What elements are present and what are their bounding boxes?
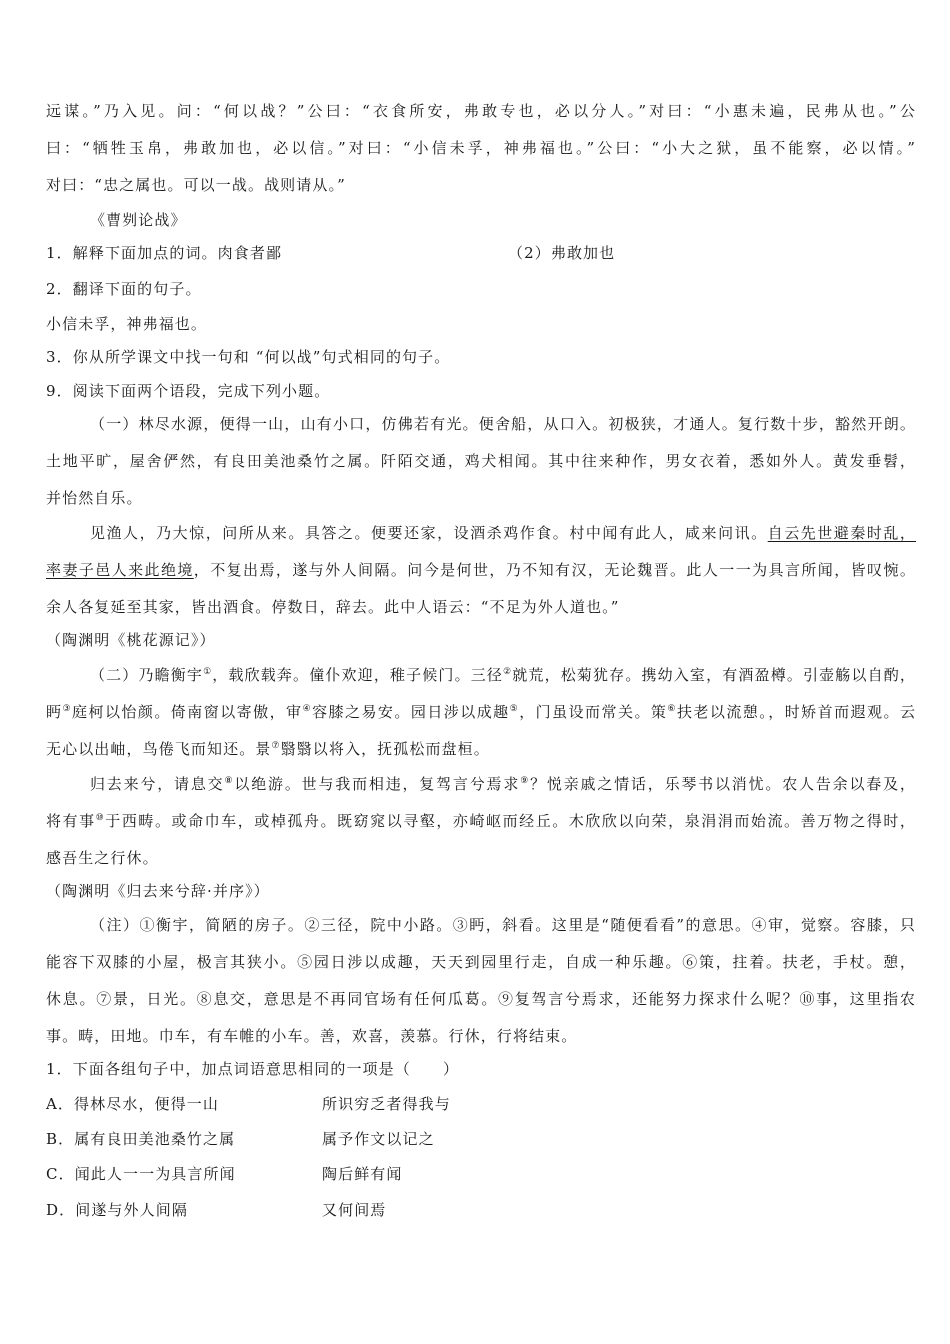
question-2-sentence: 小信未孚，神弗福也。 <box>46 315 208 333</box>
option-b[interactable] <box>46 1129 916 1149</box>
passage-source: （陶渊明《桃花源记》） <box>46 631 216 649</box>
question-9-title: 9．阅读下面两个语段，完成下列小题。 <box>46 382 331 400</box>
passage-line: 见渔人，乃大惊，问所从来。具答之。便要还家，设酒杀鸡作食。村中闻有此人，咸来问讯。自云先世避秦时乱， <box>90 524 916 542</box>
option-right: 又何间焉 <box>322 1201 387 1219</box>
passage-line: 眄③庭柯以怡颜。倚南窗以寄傲，审④容膝之易安。园日涉以成趣⑤，门虽设而常关。策⑥扶老以流憩。，时矫首而遐观。云 <box>46 703 917 721</box>
passage-line: （一）林尽水源，便得一山，山有小口，仿佛若有光。便舍船，从口入。初极狭，才通人。复行数十步，豁然开朗。 <box>90 415 916 433</box>
passage-line: 远谋。”乃入见。问：“何以战？”公曰：“衣食所安，弗敢专也，必以分人。”对曰：“小惠未遍，民弗从也。”公 <box>46 102 916 120</box>
passage-line: 余人各复延至其家，皆出酒食。停数日，辞去。此中人语云：“不足为外人道也。” <box>46 598 620 616</box>
footnote-marker: ⑩ <box>95 813 106 823</box>
option-left: 得林尽水，便得一山 <box>74 1095 219 1113</box>
option-left: 属有良田美池桑竹之属 <box>74 1130 236 1148</box>
question-2: 2．翻译下面的句子。 <box>46 280 202 298</box>
passage-line: 无心以出岫，鸟倦飞而知还。景⑦翳翳以将入，抚孤松而盘桓。 <box>46 740 490 758</box>
footnote-marker: ⑤ <box>509 704 520 714</box>
passage-line: （二）乃瞻衡宇①，载欣载奔。僮仆欢迎，稚子候门。三径②就荒，松菊犹存。携幼入室，有酒盈樽。引壶觞以自酌， <box>90 666 917 684</box>
passage-line: 感吾生之行休。 <box>46 849 159 867</box>
passage-source: 《曹刿论战》 <box>90 211 187 229</box>
notes-line: （注）①衡宇，简陋的房子。②三径，院中小路。③眄，斜看。这里是“随便看看”的意思。④审，觉察。容膝，只 <box>90 916 916 934</box>
passage-source: （陶渊明《归去来兮辞·并序》） <box>46 882 270 900</box>
passage-line: 曰：“牺牲玉帛，弗敢加也，必以信。”对曰：“小信未孚，神弗福也。”公曰：“小大之狱，虽不能察，必以情。” <box>46 139 916 157</box>
footnote-marker: ⑥ <box>667 704 677 714</box>
footnote-marker: ③ <box>62 704 73 714</box>
passage-line: 归去来兮，请息交⑧以绝游。世与我而相违，复驾言兮焉求⑨？悦亲戚之情话，乐琴书以消忧。农人告余以春及， <box>90 775 917 793</box>
option-label: B． <box>46 1130 75 1148</box>
option-right: 陶后鲜有闻 <box>322 1165 403 1183</box>
underlined-sentence: 率妻子邑人来此绝境 <box>46 561 194 579</box>
option-label: C． <box>46 1165 75 1183</box>
option-right: 属予作文以记之 <box>322 1130 435 1148</box>
sub-question-stem: 1．下面各组句子中，加点词语意思相同的一项是（ ） <box>46 1060 460 1078</box>
option-left: 间遂与外人间隔 <box>75 1201 188 1219</box>
question-3: 3．你从所学课文中找一句和 “何以战”句式相同的句子。 <box>46 348 451 366</box>
passage-line: 土地平旷，屋舍俨然，有良田美池桑竹之属。阡陌交通，鸡犬相闻。其中往来种作，男女衣着，悉如外人。黄发垂髫， <box>46 452 916 470</box>
passage-line: 并怡然自乐。 <box>46 489 143 507</box>
notes-line: 休息。⑦景，日光。⑧息交，意思是不再同官场有任何瓜葛。⑨复驾言兮焉求，还能努力探求什么呢？⑩事，这里指农 <box>46 990 916 1008</box>
notes-line: 能容下双膝的小屋，极言其狭小。⑤园日涉以成趣，天天到园里行走，自成一种乐趣。⑥策，拄着。扶老，手杖。憩， <box>46 953 916 971</box>
option-a[interactable] <box>46 1094 916 1114</box>
footnote-marker: ① <box>203 667 213 677</box>
passage-line: 将有事⑩于西畴。或命巾车，或棹孤舟。既窈窕以寻壑，亦崎岖而经丘。木欣欣以向荣，泉涓涓而始流。善万物之得时， <box>46 812 916 830</box>
footnote-marker: ⑨ <box>520 776 531 786</box>
question-subpart: （2）弗敢加也 <box>508 244 616 262</box>
footnote-marker: ⑦ <box>271 741 281 751</box>
question-1 <box>46 243 916 263</box>
option-label: A． <box>46 1095 75 1113</box>
footnote-marker: ④ <box>302 704 313 714</box>
option-label: D． <box>46 1201 76 1219</box>
option-c[interactable] <box>46 1164 916 1184</box>
option-left: 闻此人一一为具言所闻 <box>74 1165 236 1183</box>
underlined-sentence: 自云先世避秦时乱， <box>767 524 916 542</box>
option-d[interactable] <box>46 1200 916 1220</box>
passage-line: 对曰：“忠之属也。可以一战。战则请从。” <box>46 176 346 194</box>
footnote-marker: ② <box>503 667 513 677</box>
passage-line: 率妻子邑人来此绝境，不复出焉，遂与外人间隔。问今是何世，乃不知有汉，无论魏晋。此人一一为具言所闻，皆叹惋。 <box>46 561 917 579</box>
notes-line: 事。畴，田地。巾车，有车帷的小车。善，欢喜，羡慕。行休，行将结束。 <box>46 1027 578 1045</box>
footnote-marker: ⑧ <box>224 776 235 786</box>
question-text: 1．解释下面加点的词。肉食者鄙 <box>46 244 283 262</box>
option-right: 所识穷乏者得我与 <box>322 1095 451 1113</box>
